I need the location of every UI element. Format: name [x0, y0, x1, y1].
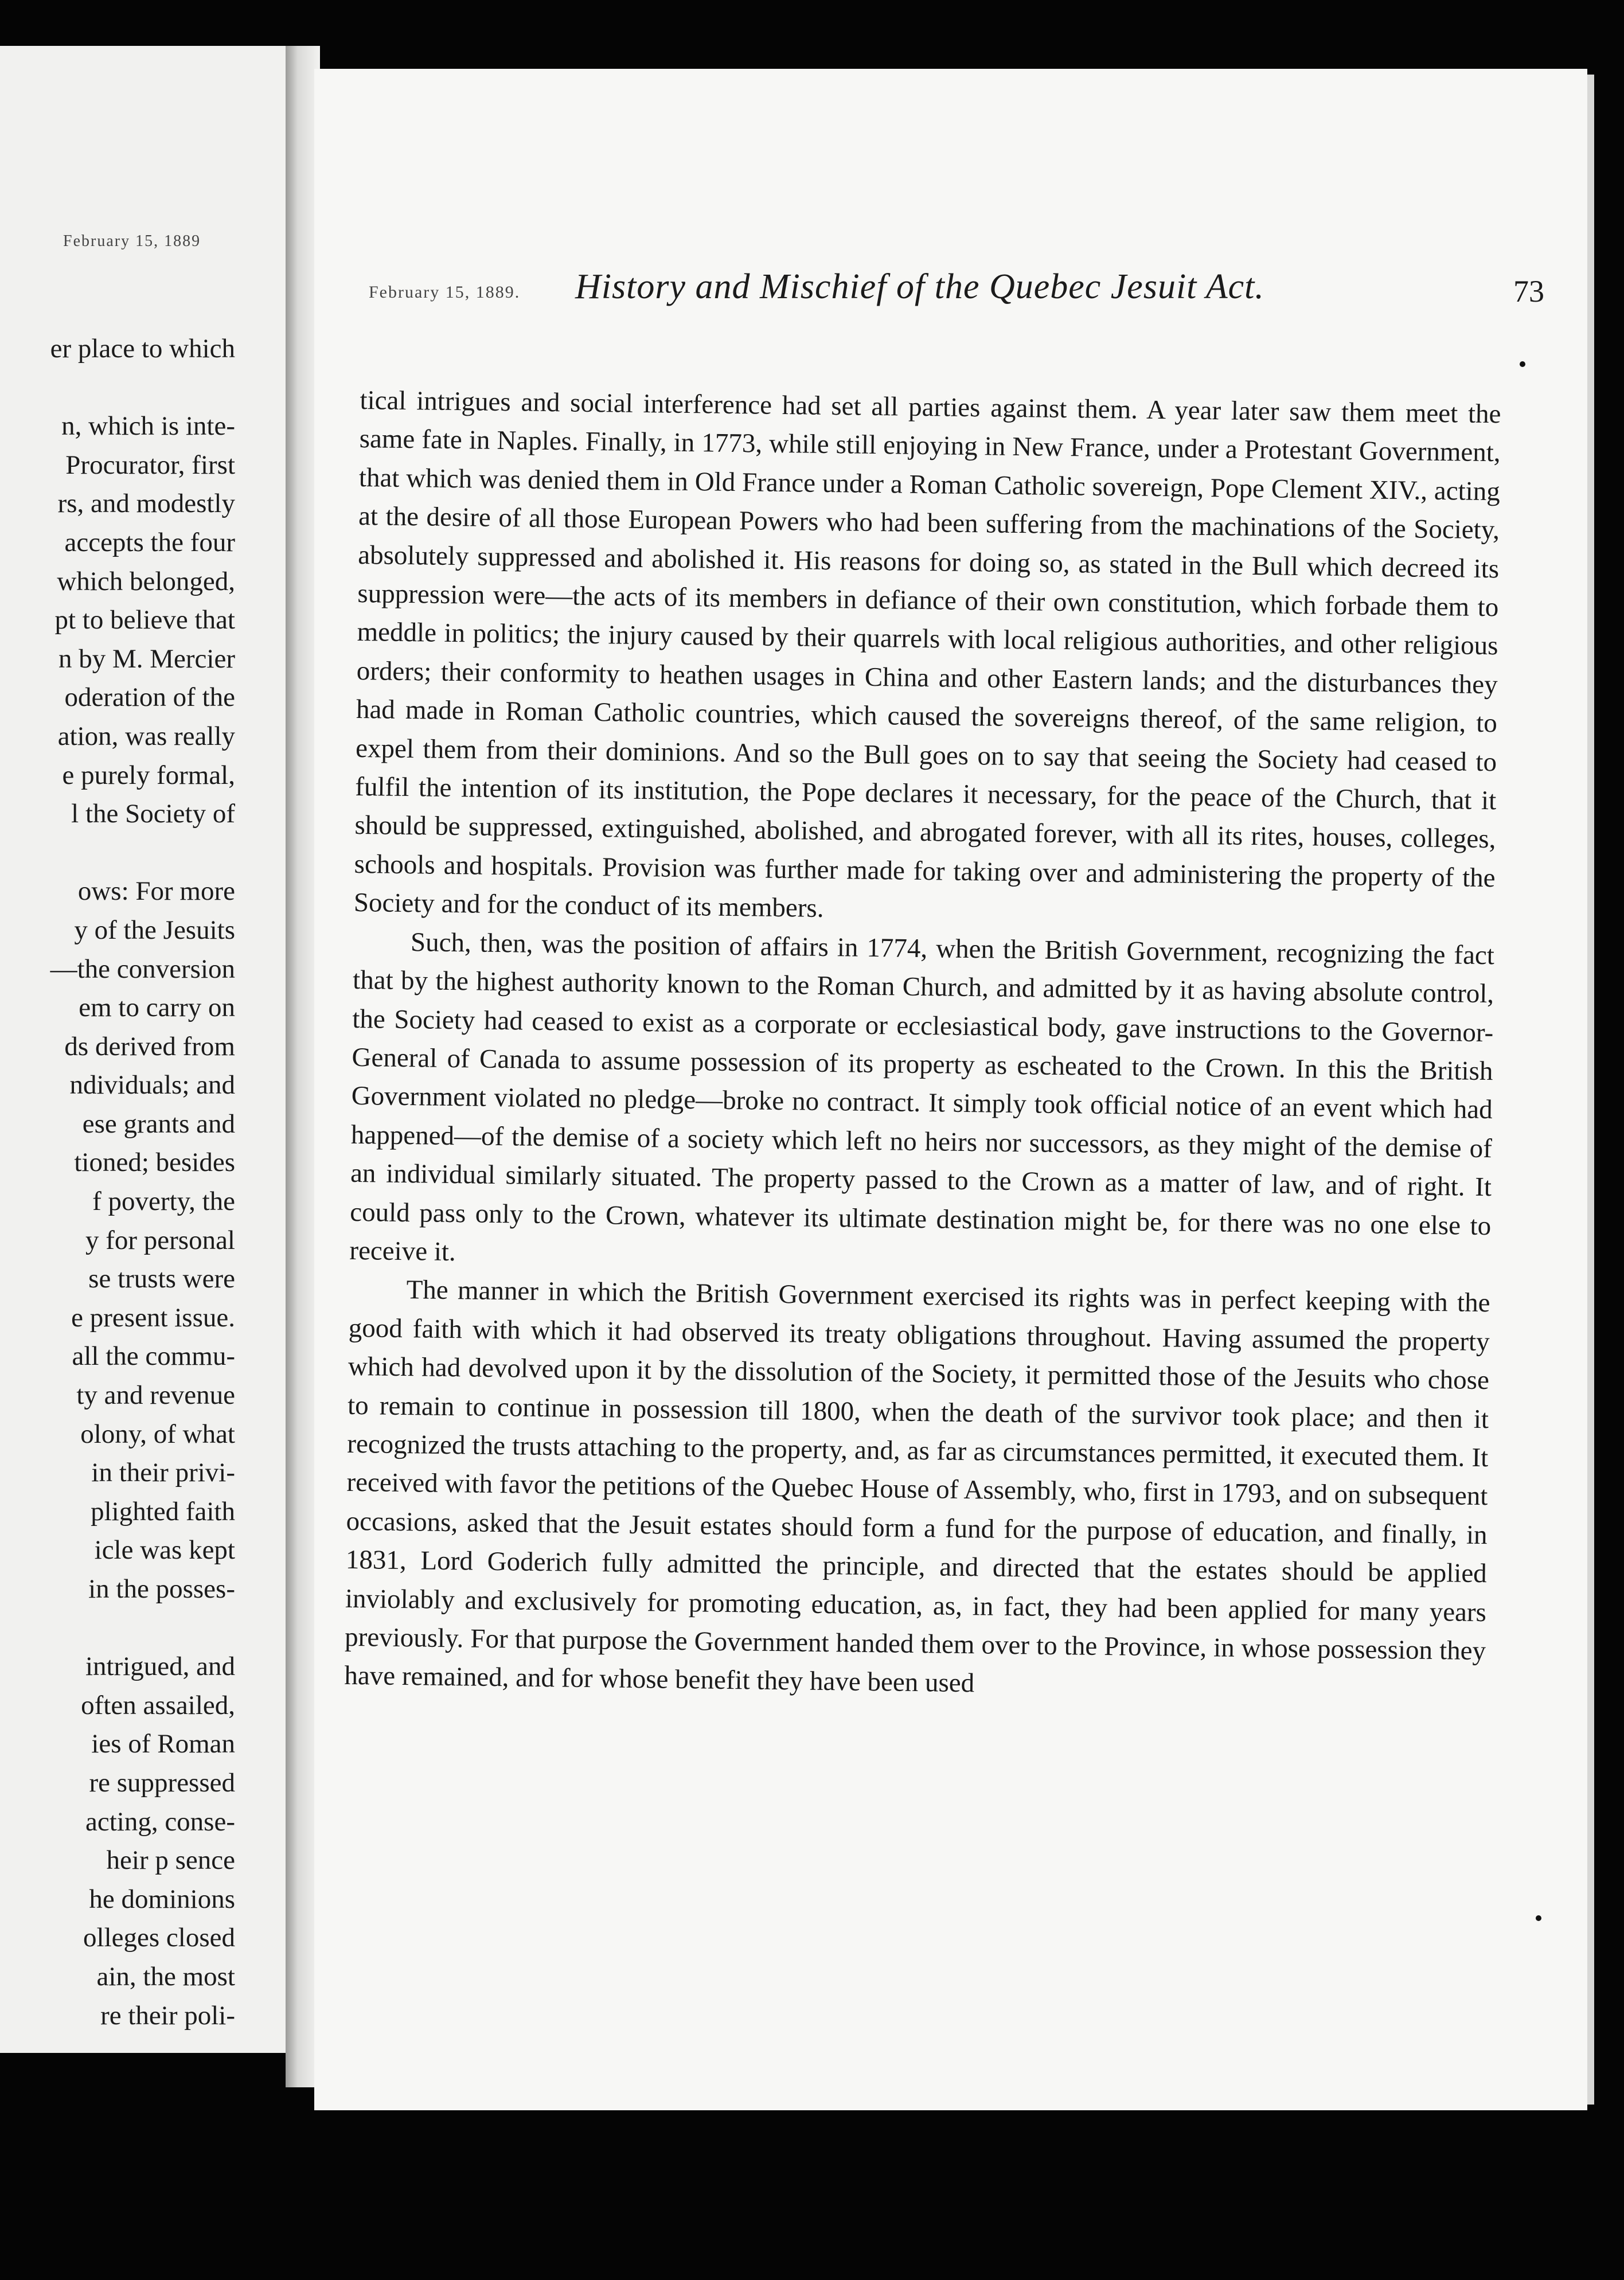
left-page-line: intrigued, and [85, 1652, 235, 1682]
left-page-folio: February 15, 1889 [63, 232, 201, 250]
left-page-line: ain, the most [96, 1961, 235, 1992]
left-page-line: rs, and modestly [57, 489, 235, 519]
left-page-line: y for personal [85, 1225, 235, 1255]
left-page-line: n by M. Mercier [58, 643, 235, 674]
left-page-line: in their privi- [91, 1458, 235, 1488]
left-page-line: ation, was really [57, 721, 235, 751]
running-header [369, 267, 1561, 318]
left-page-line: e present issue. [71, 1302, 235, 1333]
left-page-line: re suppressed [89, 1767, 235, 1798]
left-page-line: oderation of the [64, 682, 235, 713]
left-page-line: in the posses- [88, 1574, 235, 1604]
left-page-text [0, 330, 235, 2035]
left-page-line: f poverty, the [92, 1186, 235, 1217]
left-page-line: heir p sence [106, 1845, 235, 1876]
left-page-line: ese grants and [82, 1108, 235, 1139]
left-page-line: icle was kept [94, 1535, 235, 1565]
paragraph: Such, then, was the position of affairs in 1774, when the British Government, recognizing the fact that by the highest authority known to the Roman Church, and admitted by it as having absolute control, the Society had ceased to exist as a corporate or ecclesiastical body, gave instructions to the Governor-General of Canada to assume possession of its property as escheated to the Crown. In this the British Government violated no pledge—broke no contract. It simply took official notice of an event which had happened—of the demise of a society which left no heirs nor successors, as they might of the demise of an individual similarly situated. The property passed to the Crown as a matter of law, and of right. It could pass only to the Crown, whatever its ultimate destination might be, for there was no one else to receive it. [349, 927, 1495, 1267]
left-page-line: y of the Jesuits [74, 915, 235, 945]
left-page-line [0, 369, 235, 408]
left-page-line: ies of Roman [91, 1729, 235, 1759]
left-page-line [0, 1609, 235, 1648]
left-page-line: l the Society of [71, 799, 235, 829]
left-page-line: olony, of what [80, 1419, 235, 1449]
left-page-line: olleges closed [83, 1923, 235, 1953]
page-edge [1587, 75, 1594, 2105]
left-page-line: he dominions [89, 1884, 235, 1914]
paragraph: The manner in which the British Government exercised its rights was in perfect keeping with the good faith with which it had observed its treaty obligations throughout. Having assumed the property which had devolved upon it by the dissolution of the Society, it permitted those of the Jesuits who chose to remain to continue in possession till 1800, when the death of the survivor took place; and then it recognized the trusts attaching to the property, and, as far as circumstances permitted, it executed them. It received with favor the petitions of the Quebec House of Assembly, who, first in 1793, and on subsequent occasions, asked that the Jesuit estates should form a fund for the purpose of education, and finally, in 1831, Lord Goderich fully admitted the principle, and directed that the estates should be applied inviolably and exclusively for promoting education, as, in fact, they had been applied for many years previously. For that purpose the Government handed them over to the Province, in whose possession they have remained, and for whose benefit they have been used [344, 1275, 1490, 1699]
article-body [344, 381, 1501, 1709]
left-page-line: tioned; besides [74, 1147, 235, 1178]
left-page-line: acting, conse- [85, 1806, 235, 1837]
left-page-line: accepts the four [64, 527, 235, 557]
left-page-line: —the conversion [50, 954, 235, 984]
left-page-line: ndividuals; and [69, 1070, 235, 1100]
left-page-line: plighted faith [91, 1496, 235, 1526]
left-page-line: all the commu- [72, 1341, 235, 1372]
margin-dot [1520, 361, 1525, 367]
left-page-line: pt to believe that [54, 605, 235, 635]
left-page-line: often assailed, [81, 1690, 235, 1720]
left-page-line: n, which is inte- [61, 411, 235, 442]
left-page-line [0, 834, 235, 873]
page-number: 73 [1513, 274, 1544, 309]
left-page-line: ds derived from [64, 1031, 235, 1061]
left-page-line: which belonged, [57, 566, 235, 596]
left-page-line: Procurator, first [65, 450, 235, 480]
left-page-line: re their poli- [100, 2000, 235, 2031]
header-date: February 15, 1889. [369, 283, 521, 302]
right-page [314, 69, 1587, 2110]
left-page-line: ty and revenue [76, 1380, 235, 1411]
left-page-line: er place to which [50, 334, 235, 364]
left-page-line: e purely formal, [62, 760, 235, 790]
left-page-line: em to carry on [79, 993, 235, 1023]
left-page [0, 46, 287, 2053]
left-page-line: ows: For more [77, 876, 235, 907]
left-page-line: se trusts were [88, 1264, 235, 1294]
page-title: History and Mischief of the Quebec Jesuit Act. [575, 267, 1264, 306]
paragraph: tical intrigues and social interference had set all parties against them. A year later saw them meet the same fate in Naples. Finally, in 1773, while still enjoying in New France, under a Protestant Government, that which was denied them in Old France under a Roman Catholic sovereign, Pope Clement XIV., acting at the desire of all those European Powers who had been suffering from the machinations of the Society, absolutely suppressed and abolished it. His reasons for doing so, as stated in the Bull which decreed its suppression were—the acts of its members in defiance of their own constitution, which forbade them to meddle in politics; the injury caused by their quarrels with local religious authorities, and other religious orders; their conformity to heathen usages in China and other Eastern lands; and the disturbances they had made in Roman Catholic countries, which caused the sovereigns thereof, of the same religion, to expel them from their dominions. And so the Bull goes on to say that seeing the Society had ceased to fulfil the intention of its institution, the Pope declares it necessary, for the peace of the Church, that it should be suppressed, extinguished, abolished, and abrogated forever, with all its rites, houses, colleges, schools and hospitals. Provision was further made for taking over and administering the property of the Society and for the conduct of its members. [353, 385, 1501, 924]
margin-dot [1536, 1915, 1541, 1921]
